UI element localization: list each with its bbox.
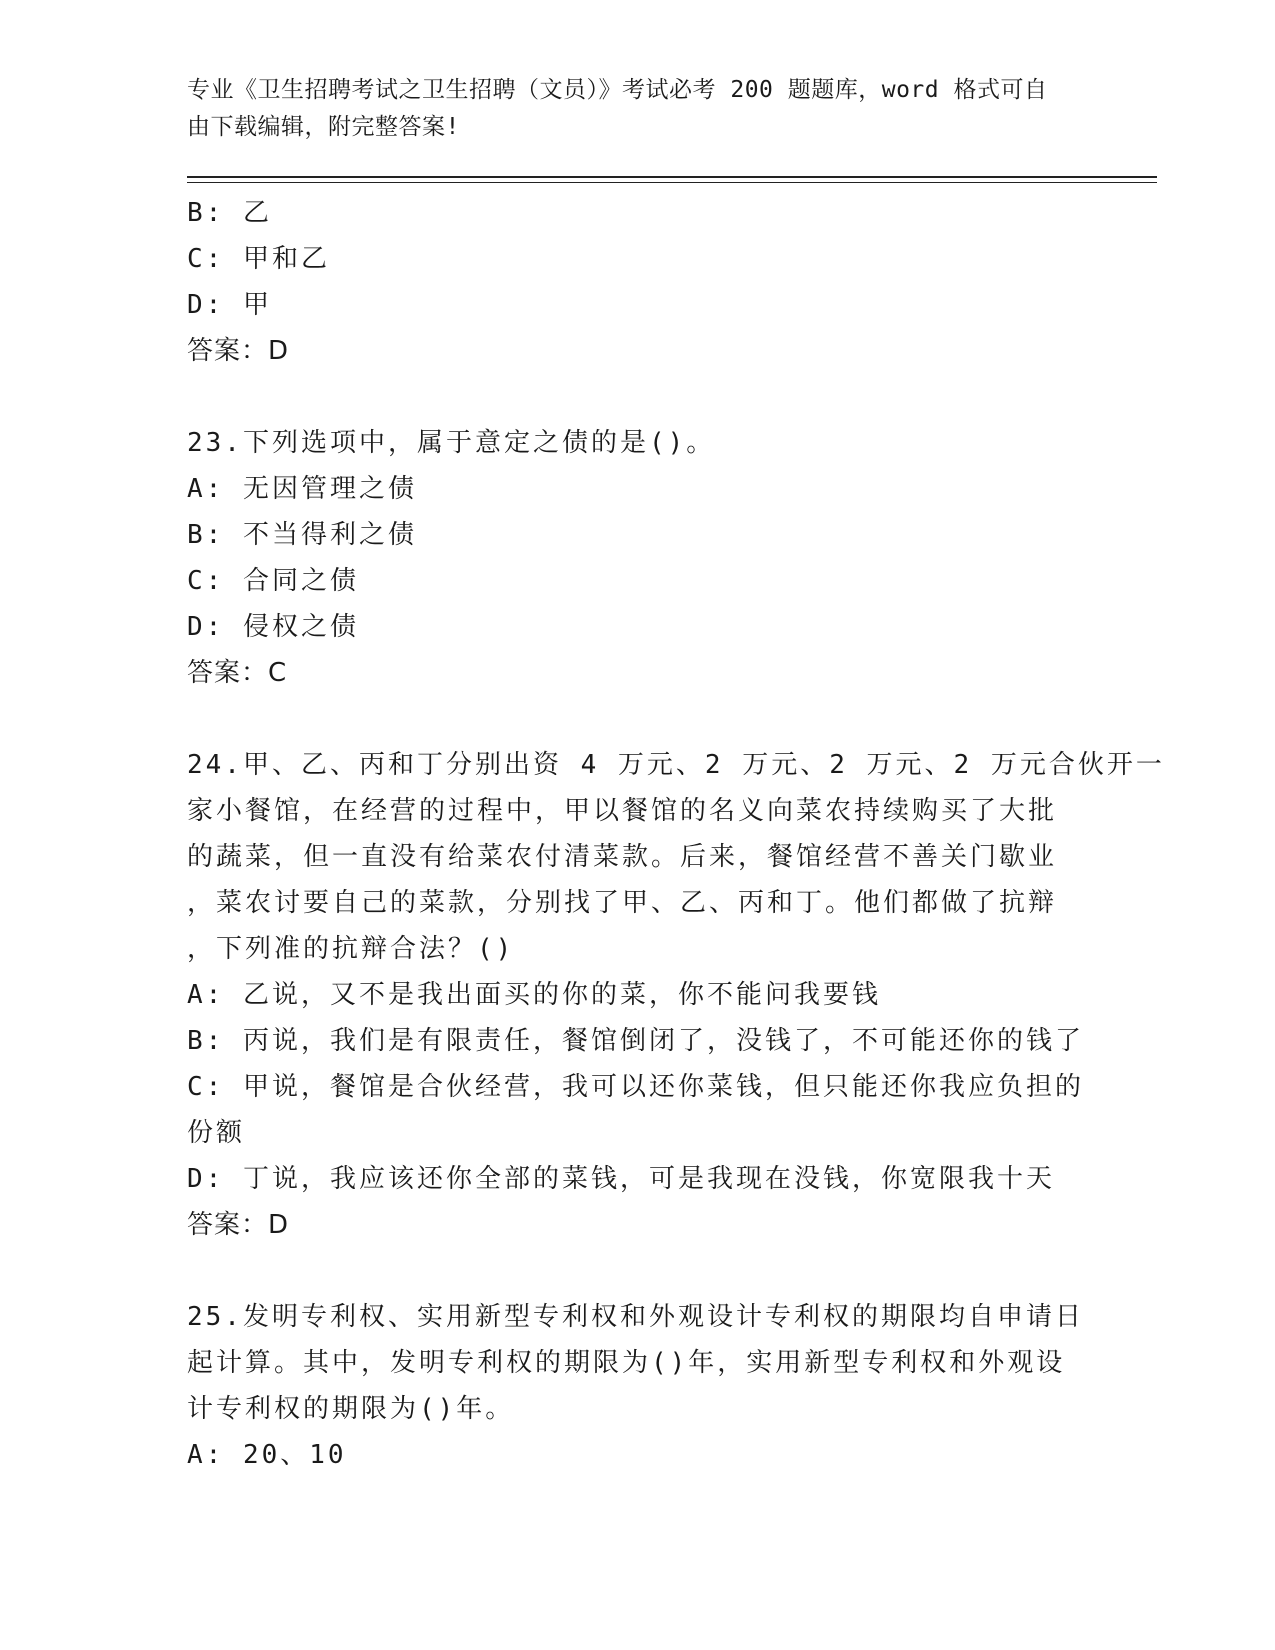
option-d: D: 甲 [187,290,272,320]
option-b: B: 不当得利之债 [187,520,417,550]
question-stem: 25.发明专利权、实用新型专利权和外观设计专利权的期限均自申请日 [187,1302,1084,1332]
question-stem: 计专利权的期限为()年。 [187,1394,515,1424]
option-d: D: 丁说，我应该还你全部的菜钱，可是我现在没钱，你宽限我十天 [187,1164,1055,1194]
question-gap [187,696,1087,742]
option-c: C: 甲说，餐馆是合伙经营，我可以还你菜钱，但只能还你我应负担的 [187,1072,1084,1102]
option-c: C: 甲和乙 [187,244,330,274]
question-stem: ，菜农讨要自己的菜款，分别找了甲、乙、丙和丁。他们都做了抗辩 [187,888,1058,918]
option-d: D: 侵权之债 [187,612,359,642]
answer-line: 答案：D [187,336,290,366]
question-22-continued [187,190,1087,374]
option-a: A: 无因管理之债 [187,474,417,504]
header-title-line-2: 由下载编辑，附完整答案! [187,114,460,140]
header-divider-thin [187,182,1157,183]
header-title-line-1: 专业《卫生招聘考试之卫生招聘（文员）》考试必考 200 题题库，word 格式可自 [187,77,1048,103]
option-a: A: 20、10 [187,1440,347,1470]
header-divider-thick [187,176,1157,178]
option-a: A: 乙说，又不是我出面买的你的菜，你不能问我要钱 [187,980,881,1010]
question-stem: ，下列准的抗辩合法？() [187,934,515,964]
option-c-continued: 份额 [187,1118,246,1148]
option-c: C: 合同之债 [187,566,359,596]
question-23 [187,420,1087,696]
question-stem: 23.下列选项中，属于意定之债的是()。 [187,428,716,458]
option-b: B: 乙 [187,198,272,228]
option-b: B: 丙说，我们是有限责任，餐馆倒闭了，没钱了，不可能还你的钱了 [187,1026,1084,1056]
answer-line: 答案：D [187,1210,290,1240]
question-stem: 起计算。其中，发明专利权的期限为()年，实用新型专利权和外观设 [187,1348,1066,1378]
question-list [187,190,1165,1478]
question-gap [187,374,1087,420]
question-24 [187,742,1165,1248]
question-stem: 家小餐馆，在经营的过程中，甲以餐馆的名义向菜农持续购买了大批 [187,796,1058,826]
question-stem: 24.甲、乙、丙和丁分别出资 4 万元、2 万元、2 万元、2 万元合伙开一 [187,750,1165,780]
answer-line: 答案：C [187,658,288,688]
question-gap [187,1248,1087,1294]
question-25 [187,1294,1087,1478]
document-header [187,72,1087,146]
question-stem: 的蔬菜，但一直没有给菜农付清菜款。后来，餐馆经营不善关门歇业 [187,842,1058,872]
